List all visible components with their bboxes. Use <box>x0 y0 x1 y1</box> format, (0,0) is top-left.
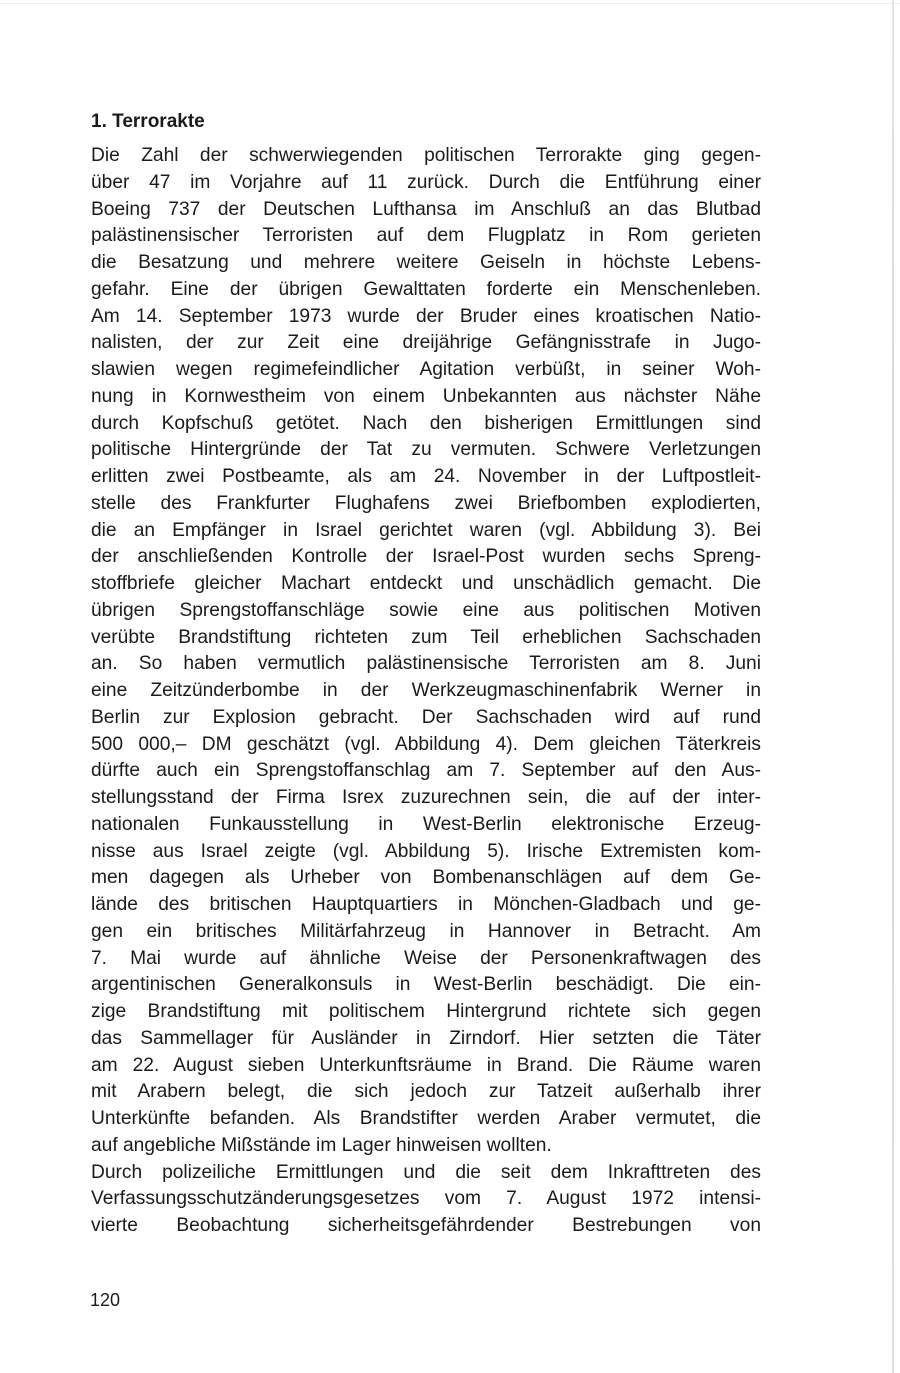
text-line: 7. Mai wurde auf ähnliche Weise der Personenkraftwagen des <box>91 947 761 969</box>
text-line: mit Arabern belegt, die sich jedoch zur Tatzeit außerhalb ihrer <box>91 1081 761 1103</box>
text-line: Berlin zur Explosion gebracht. Der Sachschaden wird auf rund <box>91 706 761 728</box>
text-line: palästinensischer Terroristen auf dem Flugplatz in Rom gerieten <box>91 225 761 247</box>
text-line: argentinischen Generalkonsuls in West-Berlin beschädigt. Die ein- <box>91 974 761 996</box>
text-line: verübte Brandstiftung richteten zum Teil erheblichen Sachschaden <box>91 626 761 648</box>
text-line: gen ein britisches Militärfahrzeug in Hannover in Betracht. Am <box>91 920 761 942</box>
text-line: stellungsstand der Firma Isrex zuzurechnen sein, die auf der inter- <box>91 787 761 808</box>
text-line: slawien wegen regimefeindlicher Agitation verbüßt, in seiner Woh- <box>91 359 761 380</box>
text-line: erlitten zwei Postbeamte, als am 24. November in der Luftpostleit- <box>91 466 761 487</box>
section-title: Terrorakte <box>112 111 205 132</box>
text-line: dürfte auch ein Sprengstoffanschlag am 7. September auf den Aus- <box>91 760 761 782</box>
text-line: die Besatzung und mehrere weitere Geiseln in höchste Lebens- <box>91 252 761 273</box>
text-line: übrigen Sprengstoffanschläge sowie eine aus politischen Motiven <box>91 599 761 621</box>
text-line: Am 14. September 1973 wurde der Bruder eines kroatischen Natio- <box>91 305 761 327</box>
text-line: über 47 im Vorjahre auf 11 zurück. Durch die Entführung einer <box>91 171 761 193</box>
text-line: Verfassungsschutzänderungsgesetzes vom 7. August 1972 intensi- <box>91 1188 761 1210</box>
page-right-edge <box>892 0 894 1373</box>
text-line: die an Empfänger in Israel gerichtet waren (vgl. Abbildung 3). Bei <box>91 519 761 541</box>
text-line: durch Kopfschuß getötet. Nach den bisherigen Ermittlungen sind <box>91 412 761 434</box>
text-line: 500 000,– DM geschätzt (vgl. Abbildung 4). Dem gleichen Täterkreis <box>91 733 761 755</box>
text-line: auf angebliche Mißstände im Lager hinweisen wollten. <box>91 1134 552 1156</box>
text-line: nisse aus Israel zeigte (vgl. Abbildung 5). Irische Extremisten kom- <box>91 840 761 862</box>
text-line: politische Hintergründe der Tat zu vermuten. Schwere Verletzungen <box>91 439 761 461</box>
text-line: Die Zahl der schwerwiegenden politischen Terrorakte ging gegen- <box>91 145 761 166</box>
text-line: men dagegen als Urheber von Bombenanschlägen auf dem Ge- <box>91 867 761 889</box>
text-line: gefahr. Eine der übrigen Gewalttaten forderte ein Menschenleben. <box>91 278 761 300</box>
text-line: nalisten, der zur Zeit eine dreijährige Gefängnisstrafe in Jugo- <box>91 332 761 354</box>
text-line: das Sammellager für Ausländer in Zirndorf. Hier setzten die Täter <box>91 1027 761 1049</box>
section-heading <box>91 110 205 134</box>
text-line: nung in Kornwestheim von einem Unbekannten aus nächster Nähe <box>91 385 761 407</box>
text-line: stoffbriefe gleicher Machart entdeckt und unschädlich gemacht. Die <box>91 573 761 594</box>
text-line: eine Zeitzünderbombe in der Werkzeugmaschinenfabrik Werner in <box>91 680 761 701</box>
page-top-edge <box>0 3 900 4</box>
text-line: Durch polizeiliche Ermittlungen und die seit dem Inkrafttreten des <box>91 1161 761 1183</box>
text-line: Unterkünfte befanden. Als Brandstifter werden Araber vermutet, die <box>91 1108 761 1129</box>
text-line: an. So haben vermutlich palästinensische Terroristen am 8. Juni <box>91 653 761 675</box>
body-text <box>91 143 761 1240</box>
text-line: stelle des Frankfurter Flughafens zwei Briefbomben explodierten, <box>91 492 761 514</box>
text-line: Boeing 737 der Deutschen Lufthansa im Anschluß an das Blutbad <box>91 198 761 220</box>
section-number: 1. <box>91 111 107 132</box>
text-line: nationalen Funkausstellung in West-Berlin elektronische Erzeug- <box>91 813 761 835</box>
text-line: am 22. August sieben Unterkunftsräume in Brand. Die Räume waren <box>91 1054 761 1076</box>
text-line: vierte Beobachtung sicherheitsgefährdender Bestrebungen von <box>91 1215 761 1236</box>
text-line: zige Brandstiftung mit politischem Hintergrund richtete sich gegen <box>91 1001 761 1022</box>
page-number: 120 <box>90 1290 121 1310</box>
text-line: der anschließenden Kontrolle der Israel-Post wurden sechs Spreng- <box>91 546 761 568</box>
text-line: lände des britischen Hauptquartiers in Mönchen-Gladbach und ge- <box>91 894 761 915</box>
